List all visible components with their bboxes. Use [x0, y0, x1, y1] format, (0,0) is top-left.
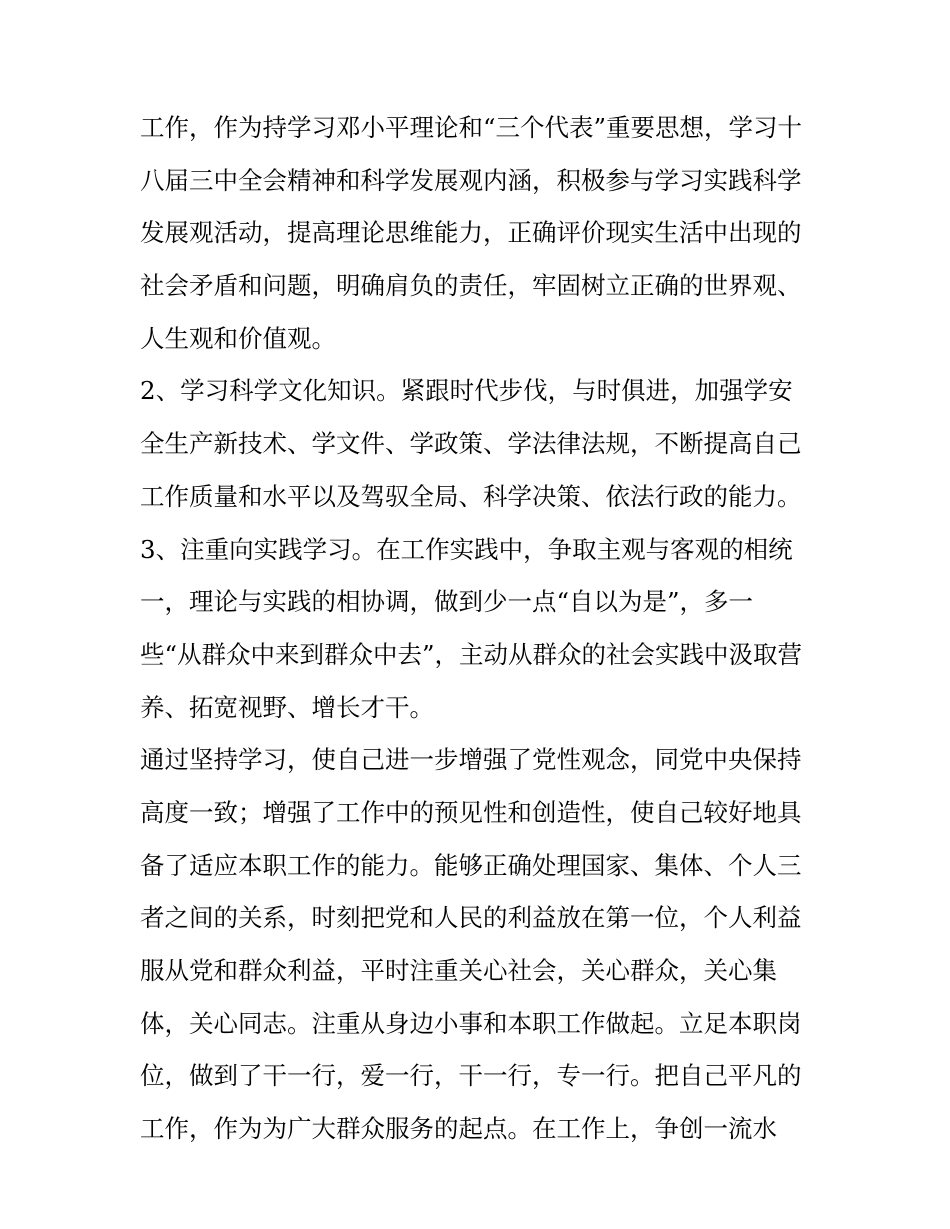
text-line: 工作，作为持学习邓小平理论和“三个代表”重要思想，学习十	[140, 113, 803, 142]
text-line: 发展观活动，提高理论思维能力，正确评价现实生活中出现的	[140, 218, 802, 248]
text-line: 社会矛盾和问题，明确肩负的责任，牢固树立正确的世界观、	[140, 271, 802, 301]
text-line: 养、拓宽视野、增长才干。	[140, 692, 434, 722]
text-line: 八届三中全会精神和科学发展观内涵，积极参与学习实践科学	[140, 165, 802, 195]
text-line: 者之间的关系，时刻把党和人民的利益放在第一位，个人利益	[140, 903, 802, 933]
text-line: 服从党和群众利益，平时注重关心社会，关心群众，关心集	[140, 956, 777, 985]
text-line: 人生观和价值观。	[140, 323, 336, 353]
text-line: 3、注重向实践学习。在工作实践中，争取主观与客观的相统	[140, 534, 793, 564]
text-line: 工作，作为为广大群众服务的起点。在工作上，争创一流水	[140, 1114, 777, 1144]
text-line: 高度一致；增强了工作中的预见性和创造性，使自己较好地具	[140, 797, 802, 827]
text-line: 2、学习科学文化知识。紧跟时代步伐，与时俱进，加强学安	[140, 376, 793, 406]
text-line: 一，理论与实践的相协调，做到少一点“自以为是”，多一	[140, 587, 754, 617]
text-line: 通过坚持学习，使自己进一步增强了党性观念，同党中央保持	[140, 745, 802, 775]
text-line: 全生产新技术、学文件、学政策、学法律法规，不断提高自己	[140, 429, 802, 459]
text-line: 些“从群众中来到群众中去”，主动从群众的社会实践中汲取营	[140, 639, 803, 669]
text-line: 位，做到了干一行，爱一行，干一行，专一行。把自己平凡的	[140, 1061, 802, 1091]
text-line: 工作质量和水平以及驾驭全局、科学决策、依法行政的能力。	[140, 481, 802, 511]
text-line: 备了适应本职工作的能力。能够正确处理国家、集体、个人三	[140, 850, 802, 880]
body-text	[140, 102, 820, 1156]
text-line: 体，关心同志。注重从身边小事和本职工作做起。立足本职岗	[140, 1008, 802, 1038]
